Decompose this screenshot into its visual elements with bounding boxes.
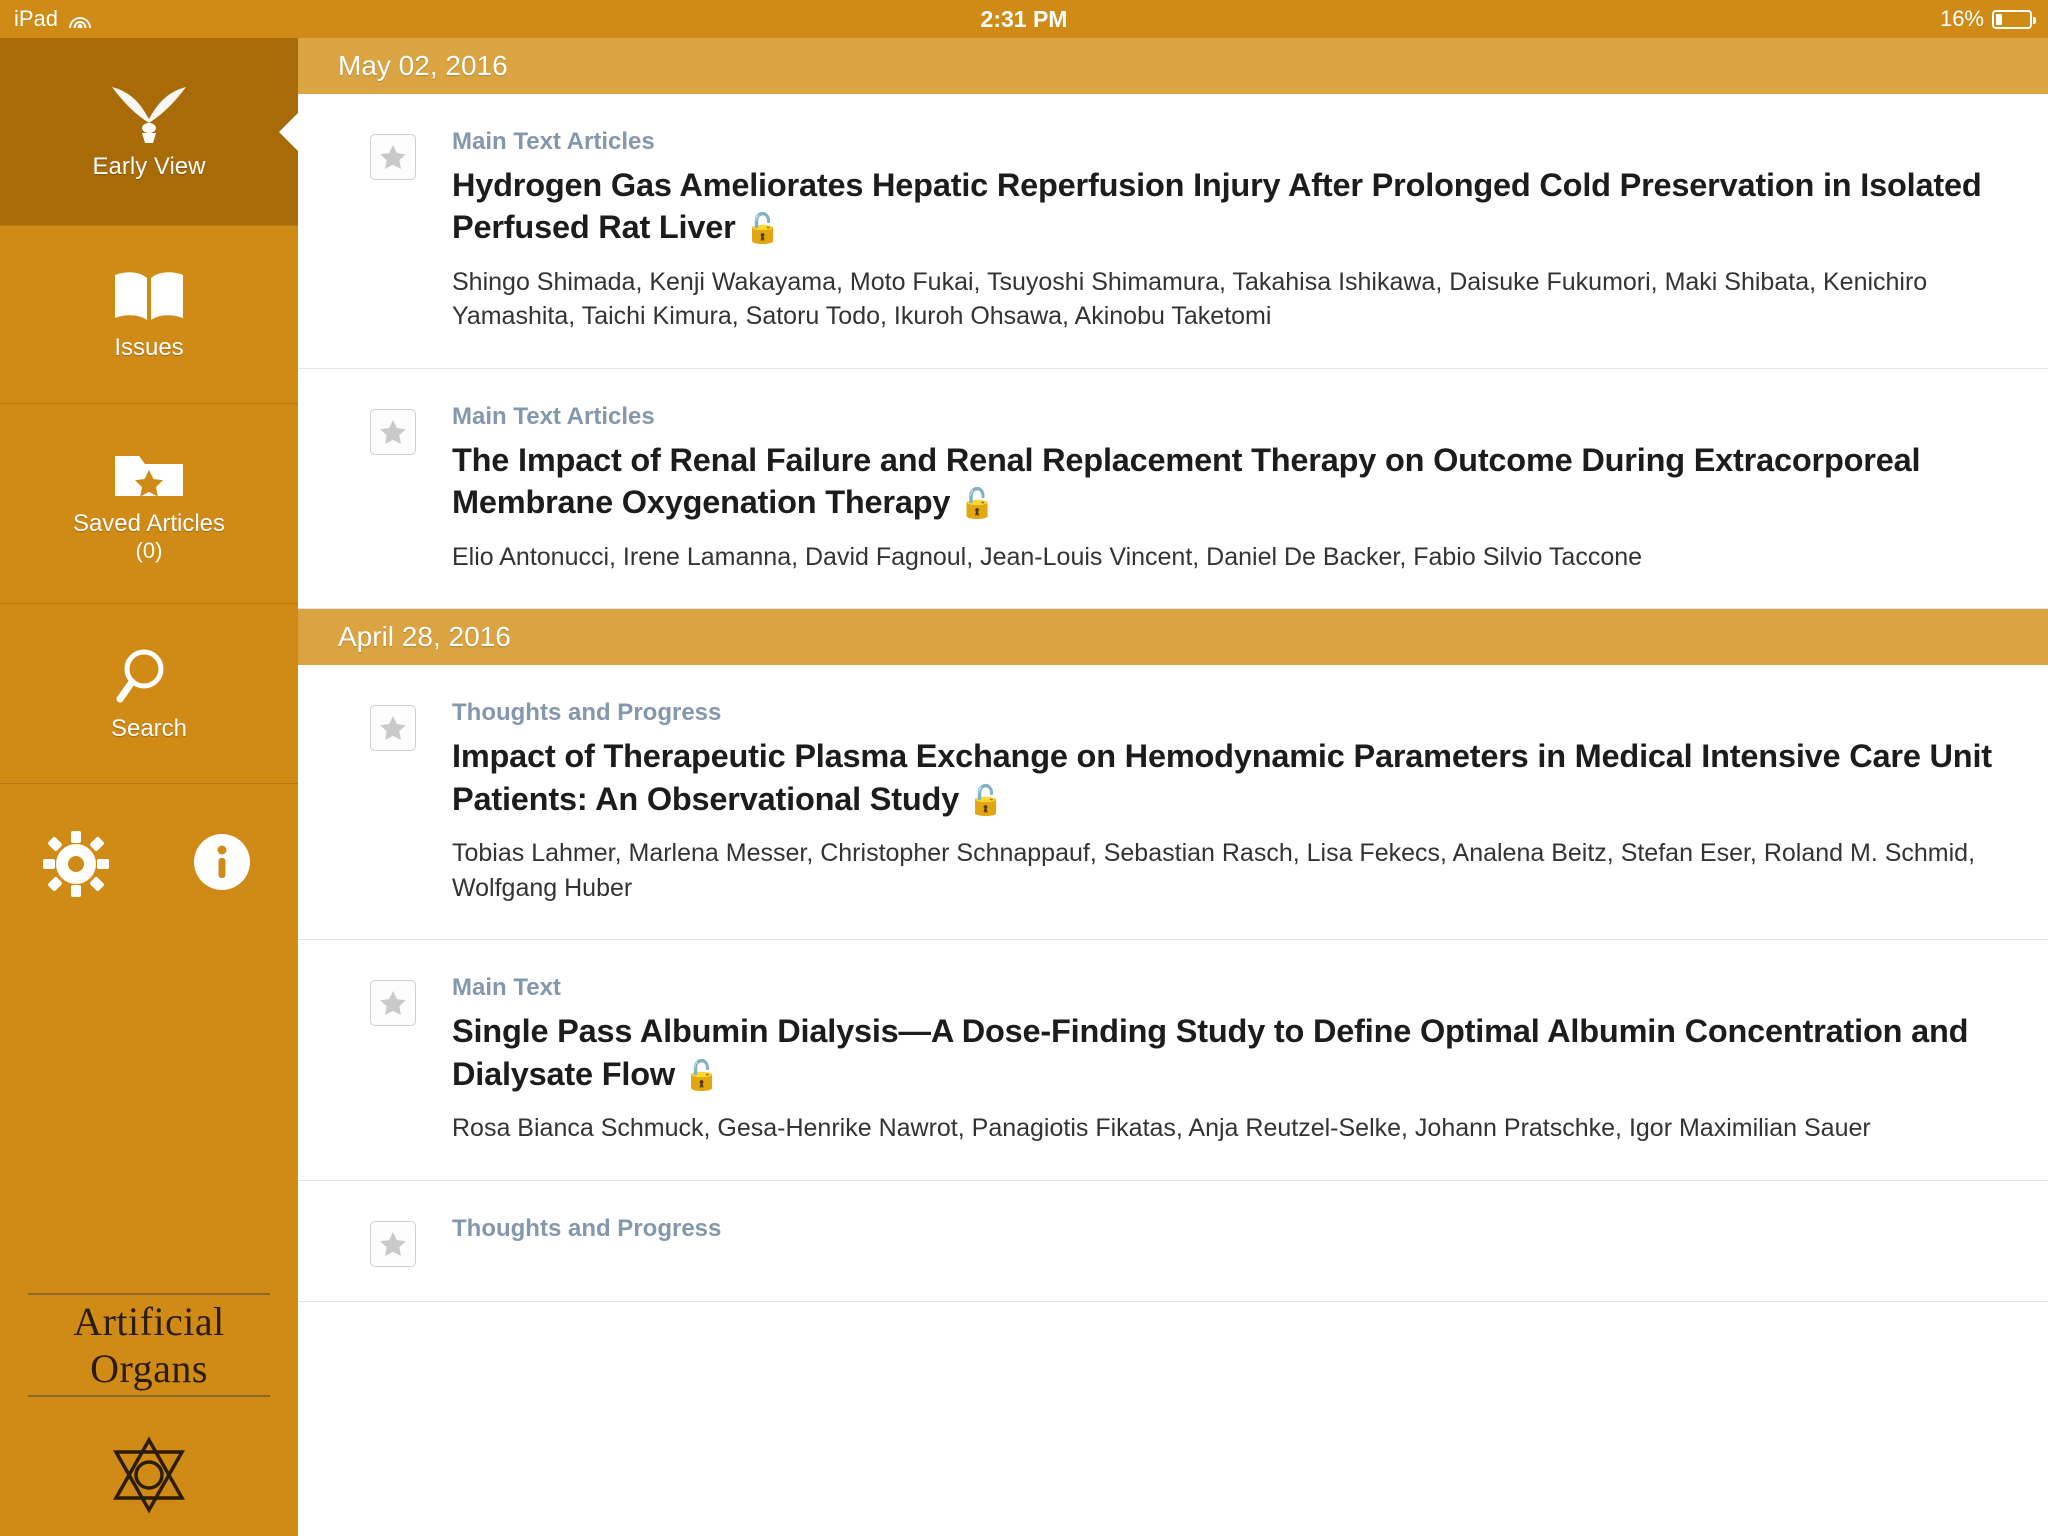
status-bar	[0, 0, 2048, 38]
article-list-item[interactable]	[298, 94, 2048, 369]
sidebar-item-label: Search	[110, 714, 188, 742]
info-icon[interactable]	[188, 830, 256, 898]
article-title-text: Impact of Therapeutic Plasma Exchange on Hemodynamic Parameters in Medical Intensive Care Unit Patients: An Observational Study	[452, 738, 1992, 817]
journal-logo-rule-bottom	[28, 1395, 270, 1397]
save-article-star-icon[interactable]	[370, 1221, 416, 1267]
open-access-unlock-icon: 🔓	[744, 213, 781, 246]
article-section-label: Thoughts and Progress	[452, 699, 722, 727]
sidebar-item-saved-articles[interactable]	[0, 404, 298, 604]
sidebar-item-search[interactable]	[0, 604, 298, 784]
journal-logo-rule-top	[28, 1293, 270, 1295]
article-list-item[interactable]	[298, 1181, 2048, 1302]
battery-icon	[1992, 10, 2032, 29]
journal-logo-line2: Organs	[90, 1346, 208, 1391]
magnifier-icon	[112, 645, 186, 707]
folder-star-icon	[109, 444, 189, 502]
article-authors: Tobias Lahmer, Marlena Messer, Christopher Schnappauf, Sebastian Rasch, Lisa Fekecs, Analena Beitz, Stefan Eser, Roland M. Schmid, Wolfgang Huber	[452, 839, 1976, 902]
article-section-label: Main Text Articles	[452, 128, 655, 155]
article-title[interactable]	[452, 735, 2008, 820]
date-header: April 28, 2016	[298, 609, 2048, 665]
wiley-logo-icon	[0, 1432, 298, 1518]
book-icon	[109, 268, 189, 326]
journal-logo	[0, 1290, 298, 1400]
save-article-star-icon[interactable]	[370, 980, 416, 1026]
article-body	[452, 974, 2008, 1145]
open-access-unlock-icon: 🔓	[967, 784, 1004, 817]
article-list[interactable]	[298, 38, 2048, 1536]
gear-icon[interactable]	[42, 830, 110, 898]
sidebar-item-label: Issues	[114, 333, 184, 361]
article-authors: Elio Antonucci, Irene Lamanna, David Fagnoul, Jean-Louis Vincent, Daniel De Backer, Fabio Silvio Taccone	[452, 542, 1643, 571]
save-article-star-icon[interactable]	[370, 409, 416, 455]
status-bar-clock: 2:31 PM	[980, 5, 1068, 32]
status-bar-left	[0, 6, 300, 32]
article-title-text: Hydrogen Gas Ameliorates Hepatic Reperfusion Injury After Prolonged Cold Preservation in Isolated Perfused Rat Liver	[452, 167, 1982, 246]
sidebar-item-label: Early View	[92, 152, 206, 180]
article-section-label: Thoughts and Progress	[452, 1214, 722, 1242]
article-authors: Rosa Bianca Schmuck, Gesa-Henrike Nawrot, Panagiotis Fikatas, Anja Reutzel-Selke, Johann Pratschke, Igor Maximilian Sauer	[452, 1114, 1871, 1143]
sidebar-item-issues[interactable]	[0, 226, 298, 404]
article-list-item[interactable]	[298, 940, 2048, 1180]
article-title-text: Single Pass Albumin Dialysis—A Dose-Finding Study to Define Optimal Albumin Concentration and Dialysate Flow	[452, 1013, 1969, 1092]
article-title[interactable]	[452, 1010, 2008, 1095]
wifi-icon	[68, 10, 92, 28]
date-header: May 02, 2016	[298, 38, 2048, 94]
status-bar-right	[1748, 6, 2048, 32]
journal-logo-line1: Artificial	[73, 1299, 225, 1344]
saved-articles-count: (0)	[135, 537, 163, 563]
article-body	[452, 403, 2008, 574]
article-list-item[interactable]	[298, 369, 2048, 609]
article-title[interactable]	[452, 164, 2008, 249]
device-label: iPad	[14, 6, 59, 31]
article-title-text: The Impact of Renal Failure and Renal Replacement Therapy on Outcome During Extracorporeal Membrane Oxygenation Therapy	[452, 441, 1921, 521]
article-section-label: Main Text	[452, 974, 561, 1002]
article-authors: Shingo Shimada, Kenji Wakayama, Moto Fukai, Tsuyoshi Shimamura, Takahisa Ishikawa, Daisuke Fukumori, Maki Shibata, Kenichiro Yamashita, Taichi Kimura, Satoru Todo, Ikuroh Ohsawa, Akinobu Taketomi	[452, 267, 1928, 331]
early-view-icon	[104, 83, 194, 145]
article-section-label: Main Text Articles	[452, 402, 655, 430]
battery-percent-label: 16%	[1939, 6, 1984, 31]
open-access-unlock-icon: 🔓	[959, 488, 996, 521]
sidebar-item-early-view[interactable]	[0, 38, 298, 226]
article-title[interactable]	[452, 439, 2008, 524]
article-body	[452, 1215, 2008, 1267]
sidebar	[0, 38, 298, 1536]
article-body	[452, 128, 2008, 334]
sidebar-utilities	[0, 784, 298, 944]
article-list-item[interactable]	[298, 665, 2048, 940]
open-access-unlock-icon: 🔓	[683, 1059, 720, 1092]
sidebar-item-label: Saved Articles	[72, 509, 226, 537]
article-body	[452, 699, 2008, 905]
save-article-star-icon[interactable]	[370, 705, 416, 751]
save-article-star-icon[interactable]	[370, 134, 416, 180]
